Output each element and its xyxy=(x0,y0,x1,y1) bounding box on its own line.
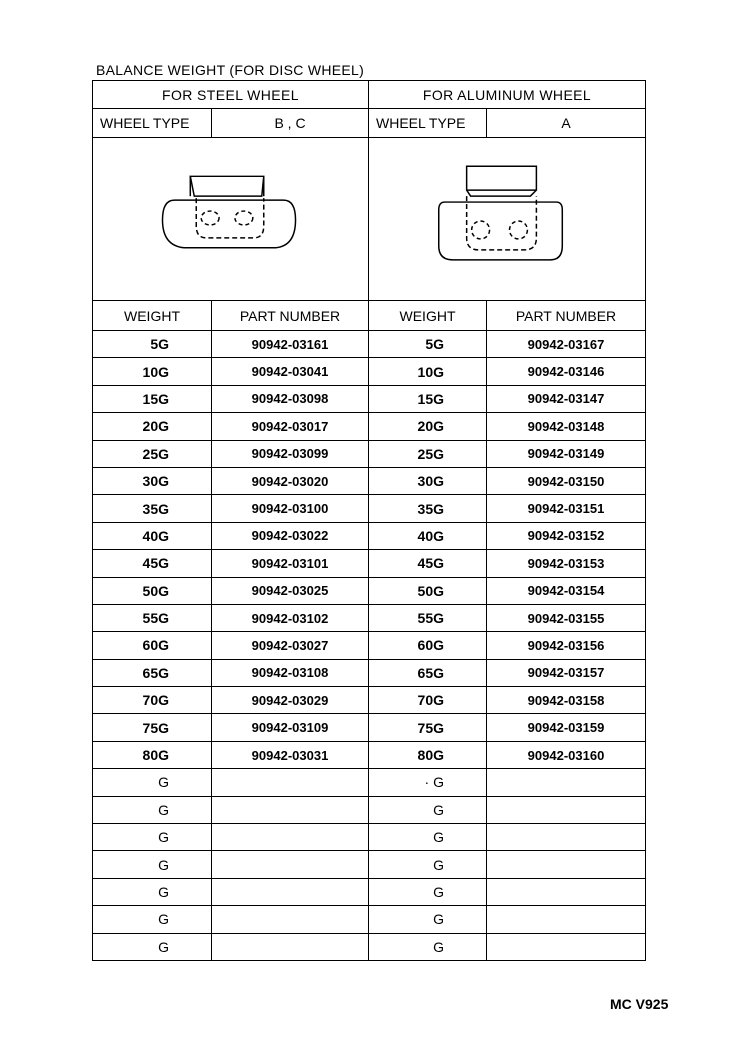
aluminum-part-number-cell: 90942-03160 xyxy=(487,742,646,769)
aluminum-part-number-cell: 90942-03150 xyxy=(487,468,646,495)
aluminum-part-number-cell xyxy=(487,769,646,796)
steel-weight-cell: G xyxy=(92,906,212,933)
steel-part-number-cell xyxy=(212,879,369,906)
aluminum-weight-cell: 15G xyxy=(369,386,487,413)
steel-part-number-cell xyxy=(212,906,369,933)
table-row xyxy=(92,632,646,659)
aluminum-part-number-cell xyxy=(487,824,646,851)
table-row xyxy=(92,413,646,440)
steel-weight-cell: 15G xyxy=(92,386,212,413)
table-row xyxy=(92,441,646,468)
steel-weight-cell: G xyxy=(92,824,212,851)
table-row xyxy=(92,358,646,385)
table-row xyxy=(92,797,646,824)
aluminum-part-number-cell xyxy=(487,851,646,878)
steel-weight-cell: G xyxy=(92,797,212,824)
steel-wheel-header: FOR STEEL WHEEL xyxy=(92,80,369,109)
steel-weight-cell: 25G xyxy=(92,441,212,468)
steel-weight-cell: 45G xyxy=(92,550,212,577)
steel-weight-cell: 30G xyxy=(92,468,212,495)
table-row xyxy=(92,523,646,550)
aluminum-weight-cell: 40G xyxy=(369,523,487,550)
table-row xyxy=(92,714,646,741)
steel-weight-cell: 80G xyxy=(92,742,212,769)
aluminum-wheel-type-value: A xyxy=(487,109,646,138)
aluminum-weight-cell: 70G xyxy=(369,687,487,714)
aluminum-clip-weight-icon xyxy=(369,138,645,301)
aluminum-weight-cell: 75G xyxy=(369,714,487,741)
aluminum-weight-cell: 65G xyxy=(369,660,487,687)
page-title: BALANCE WEIGHT (FOR DISC WHEEL) xyxy=(96,62,365,78)
steel-weight-cell: 55G xyxy=(92,605,212,632)
aluminum-weight-cell: G xyxy=(369,879,487,906)
table-row xyxy=(92,687,646,714)
aluminum-part-number-cell: 90942-03157 xyxy=(487,660,646,687)
aluminum-weight-cell: 35G xyxy=(369,495,487,522)
aluminum-weight-cell: 20G xyxy=(369,413,487,440)
steel-weight-cell: 20G xyxy=(92,413,212,440)
table-row xyxy=(92,769,646,796)
data-rows xyxy=(92,331,646,769)
empty-rows xyxy=(92,769,646,961)
table-row xyxy=(92,550,646,577)
steel-weight-cell: G xyxy=(92,879,212,906)
aluminum-part-number-cell: 90942-03156 xyxy=(487,632,646,659)
steel-part-number-cell: 90942-03017 xyxy=(212,413,369,440)
table-row xyxy=(92,851,646,878)
aluminum-part-number-cell: 90942-03146 xyxy=(487,358,646,385)
steel-weight-cell: 10G xyxy=(92,358,212,385)
column-header-row xyxy=(92,301,646,331)
aluminum-wheel-header: FOR ALUMINUM WHEEL xyxy=(369,80,646,109)
steel-weight-cell: G xyxy=(92,769,212,796)
illustration-row xyxy=(92,138,646,301)
steel-part-number-cell: 90942-03109 xyxy=(212,714,369,741)
steel-weight-cell: 35G xyxy=(92,495,212,522)
aluminum-part-number-cell xyxy=(487,934,646,961)
aluminum-weight-cell: 50G xyxy=(369,578,487,605)
steel-weight-cell: G xyxy=(92,851,212,878)
steel-part-number-cell: 90942-03041 xyxy=(212,358,369,385)
table-row xyxy=(92,605,646,632)
steel-part-number-cell: 90942-03100 xyxy=(212,495,369,522)
steel-part-number-cell: 90942-03108 xyxy=(212,660,369,687)
aluminum-part-number-cell xyxy=(487,879,646,906)
aluminum-part-number-cell: 90942-03149 xyxy=(487,441,646,468)
steel-part-number-cell: 90942-03031 xyxy=(212,742,369,769)
aluminum-part-number-cell: 90942-03147 xyxy=(487,386,646,413)
table-row xyxy=(92,934,646,961)
table-row xyxy=(92,468,646,495)
steel-clip-weight-icon xyxy=(93,138,368,301)
aluminum-weight-cell: 80G xyxy=(369,742,487,769)
steel-part-number-cell: 90942-03101 xyxy=(212,550,369,577)
aluminum-part-number-cell: 90942-03154 xyxy=(487,578,646,605)
aluminum-part-number-cell: 90942-03151 xyxy=(487,495,646,522)
aluminum-weight-cell: G xyxy=(369,824,487,851)
steel-weight-illustration xyxy=(92,138,369,301)
steel-weight-cell: 60G xyxy=(92,632,212,659)
aluminum-weight-cell: G xyxy=(369,851,487,878)
steel-part-number-cell: 90942-03025 xyxy=(212,578,369,605)
steel-weight-cell: 50G xyxy=(92,578,212,605)
steel-part-number-cell: 90942-03029 xyxy=(212,687,369,714)
steel-weight-cell: 65G xyxy=(92,660,212,687)
steel-weight-cell: 70G xyxy=(92,687,212,714)
aluminum-part-number-cell: 90942-03155 xyxy=(487,605,646,632)
steel-part-number-column-header: PART NUMBER xyxy=(212,301,369,331)
steel-part-number-cell: 90942-03102 xyxy=(212,605,369,632)
table-row xyxy=(92,331,646,358)
aluminum-weight-cell: 10G xyxy=(369,358,487,385)
aluminum-wheel-type-label: WHEEL TYPE xyxy=(369,109,487,138)
aluminum-weight-illustration xyxy=(369,138,646,301)
steel-part-number-cell: 90942-03099 xyxy=(212,441,369,468)
aluminum-part-number-cell: 90942-03158 xyxy=(487,687,646,714)
aluminum-part-number-cell: 90942-03152 xyxy=(487,523,646,550)
aluminum-weight-cell: G xyxy=(369,934,487,961)
steel-part-number-cell xyxy=(212,934,369,961)
table-row xyxy=(92,879,646,906)
steel-wheel-type-value: B , C xyxy=(212,109,369,138)
steel-part-number-cell xyxy=(212,769,369,796)
balance-weight-table xyxy=(92,80,646,961)
aluminum-weight-cell: · G xyxy=(369,769,487,796)
table-row xyxy=(92,742,646,769)
steel-weight-cell: G xyxy=(92,934,212,961)
table-row xyxy=(92,660,646,687)
aluminum-weight-cell: G xyxy=(369,906,487,933)
aluminum-part-number-cell: 90942-03159 xyxy=(487,714,646,741)
aluminum-weight-cell: 60G xyxy=(369,632,487,659)
steel-weight-column-header: WEIGHT xyxy=(92,301,212,331)
steel-part-number-cell: 90942-03098 xyxy=(212,386,369,413)
steel-part-number-cell xyxy=(212,851,369,878)
steel-part-number-cell xyxy=(212,797,369,824)
steel-weight-cell: 40G xyxy=(92,523,212,550)
aluminum-part-number-cell: 90942-03167 xyxy=(487,331,646,358)
section-header-row xyxy=(92,80,646,109)
steel-wheel-type-label: WHEEL TYPE xyxy=(92,109,212,138)
aluminum-part-number-column-header: PART NUMBER xyxy=(487,301,646,331)
aluminum-part-number-cell xyxy=(487,906,646,933)
table-row xyxy=(92,495,646,522)
table-row xyxy=(92,386,646,413)
aluminum-weight-column-header: WEIGHT xyxy=(369,301,487,331)
aluminum-weight-cell: 30G xyxy=(369,468,487,495)
steel-part-number-cell: 90942-03022 xyxy=(212,523,369,550)
steel-part-number-cell: 90942-03161 xyxy=(212,331,369,358)
table-row xyxy=(92,578,646,605)
aluminum-part-number-cell xyxy=(487,797,646,824)
aluminum-weight-cell: G xyxy=(369,797,487,824)
aluminum-part-number-cell: 90942-03153 xyxy=(487,550,646,577)
steel-weight-cell: 75G xyxy=(92,714,212,741)
steel-part-number-cell: 90942-03027 xyxy=(212,632,369,659)
table-row xyxy=(92,824,646,851)
steel-weight-cell: 5G xyxy=(92,331,212,358)
figure-code: MC V925 xyxy=(610,996,669,1012)
aluminum-weight-cell: 45G xyxy=(369,550,487,577)
table-row xyxy=(92,906,646,933)
steel-part-number-cell xyxy=(212,824,369,851)
aluminum-weight-cell: 5G xyxy=(369,331,487,358)
aluminum-part-number-cell: 90942-03148 xyxy=(487,413,646,440)
steel-part-number-cell: 90942-03020 xyxy=(212,468,369,495)
aluminum-weight-cell: 25G xyxy=(369,441,487,468)
wheel-type-row xyxy=(92,109,646,138)
aluminum-weight-cell: 55G xyxy=(369,605,487,632)
